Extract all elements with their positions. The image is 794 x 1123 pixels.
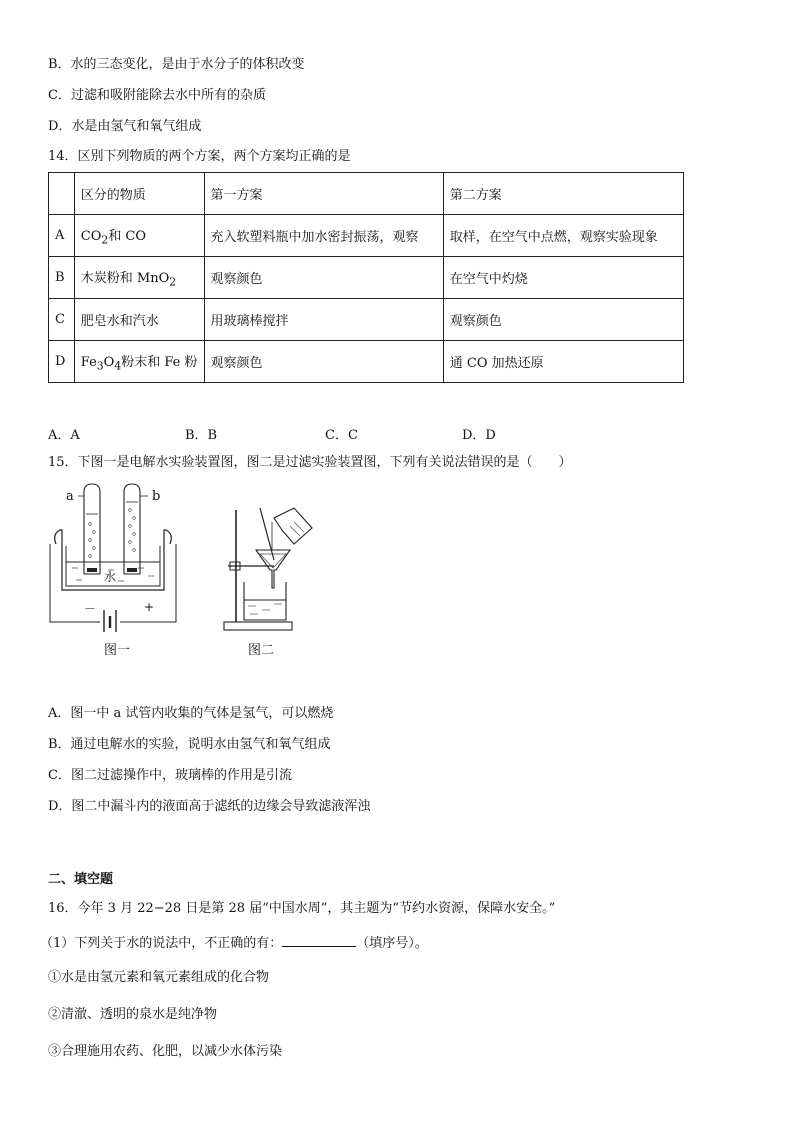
electrolysis-figure bbox=[48, 482, 178, 632]
q14-options bbox=[48, 424, 748, 442]
minus-sign: － bbox=[84, 602, 97, 616]
plan1-cell: 充入软塑料瓶中加水密封振荡，观察 bbox=[204, 215, 443, 257]
q15-stem: 15．下图一是电解水实验装置图，图二是过滤实验装置图，下列有关说法错误的是（ ） bbox=[48, 455, 572, 470]
subscript: 4 bbox=[114, 359, 122, 373]
q15-option-d: D．图二中漏斗内的液面高于滤纸的边缘会导致滤液浑浊 bbox=[48, 799, 371, 814]
label-a: a bbox=[66, 489, 74, 504]
q16-stem: 16．今年 3 月 22−28 日是第 28 届“中国水周”，其主题为“节约水资源，保障水安全。” bbox=[48, 901, 556, 916]
q13-option-c: C．过滤和吸附能除去水中所有的杂质 bbox=[48, 88, 266, 103]
filtration-figure bbox=[222, 500, 318, 634]
q14-table bbox=[48, 172, 684, 383]
table-row bbox=[49, 257, 684, 299]
substance-text: Fe bbox=[80, 354, 97, 370]
substance-cell: 肥皂水和汽水 bbox=[74, 299, 204, 341]
row-label: B bbox=[49, 257, 75, 299]
q16-item-2: ②清澈、透明的泉水是纯净物 bbox=[48, 1007, 218, 1022]
q14-option-c: C．C bbox=[325, 428, 358, 443]
figure2-caption: 图二 bbox=[248, 643, 275, 658]
plan1-cell: 观察颜色 bbox=[204, 341, 443, 383]
subscript: 3 bbox=[96, 359, 104, 373]
row-label: D bbox=[49, 341, 75, 383]
table-header-row bbox=[49, 173, 684, 215]
substance-cell bbox=[74, 215, 204, 257]
substance-text: 粉末和 Fe 粉 bbox=[121, 354, 198, 370]
q15-option-b: B．通过电解水的实验，说明水由氢气和氧气组成 bbox=[48, 737, 331, 752]
q14-stem: 14．区别下列物质的两个方案，两个方案均正确的是 bbox=[48, 149, 351, 164]
q16-sub1-prompt: （1）下列关于水的说法中，不正确的有： bbox=[40, 936, 283, 951]
q14-option-a: A．A bbox=[48, 428, 80, 443]
figure1-caption: 图一 bbox=[104, 643, 131, 658]
substance-cell bbox=[74, 341, 204, 383]
q13-option-d: D．水是由氢气和氧气组成 bbox=[48, 119, 202, 134]
plan2-cell: 取样，在空气中点燃，观察实验现象 bbox=[443, 215, 683, 257]
q16-sub1 bbox=[40, 932, 428, 953]
substance-cell bbox=[74, 257, 204, 299]
substance-text: 和 CO bbox=[108, 228, 147, 244]
plus-sign: + bbox=[144, 600, 155, 614]
table-row bbox=[49, 299, 684, 341]
table-row bbox=[49, 341, 684, 383]
q15-option-a: A．图一中 a 试管内收集的气体是氢气，可以燃烧 bbox=[48, 706, 334, 721]
substance-text: CO bbox=[80, 228, 102, 244]
q14-option-b: B．B bbox=[185, 428, 218, 443]
q16-sub1-suffix: （填序号）。 bbox=[356, 936, 428, 951]
substance-text: 木炭粉和 MnO bbox=[80, 270, 170, 286]
header-cell: 第二方案 bbox=[443, 173, 683, 215]
water-label: 水 bbox=[104, 570, 117, 584]
q15-option-c: C．图二过滤操作中，玻璃棒的作用是引流 bbox=[48, 768, 292, 783]
plan2-cell: 在空气中灼烧 bbox=[443, 257, 683, 299]
q13-option-b: B．水的三态变化，是由于水分子的体积改变 bbox=[48, 57, 305, 72]
header-cell bbox=[49, 173, 75, 215]
q14-option-d: D．D bbox=[462, 428, 496, 443]
q16-item-1: ①水是由氢元素和氧元素组成的化合物 bbox=[48, 970, 270, 985]
row-label: C bbox=[49, 299, 75, 341]
q16-item-3: ③合理施用农药、化肥，以减少水体污染 bbox=[48, 1044, 283, 1059]
answer-blank[interactable] bbox=[282, 932, 356, 947]
substance-text: O bbox=[103, 354, 115, 370]
subscript: 2 bbox=[101, 233, 109, 247]
header-cell: 区分的物质 bbox=[74, 173, 204, 215]
header-cell: 第一方案 bbox=[204, 173, 443, 215]
row-label: A bbox=[49, 215, 75, 257]
plan1-cell: 观察颜色 bbox=[204, 257, 443, 299]
plan1-cell: 用玻璃棒搅拌 bbox=[204, 299, 443, 341]
plan2-cell: 观察颜色 bbox=[443, 299, 683, 341]
table-row bbox=[49, 215, 684, 257]
section-title: 二、填空题 bbox=[48, 872, 114, 887]
plan2-cell: 通 CO 加热还原 bbox=[443, 341, 683, 383]
label-b: b bbox=[152, 489, 161, 504]
subscript: 2 bbox=[169, 275, 177, 289]
